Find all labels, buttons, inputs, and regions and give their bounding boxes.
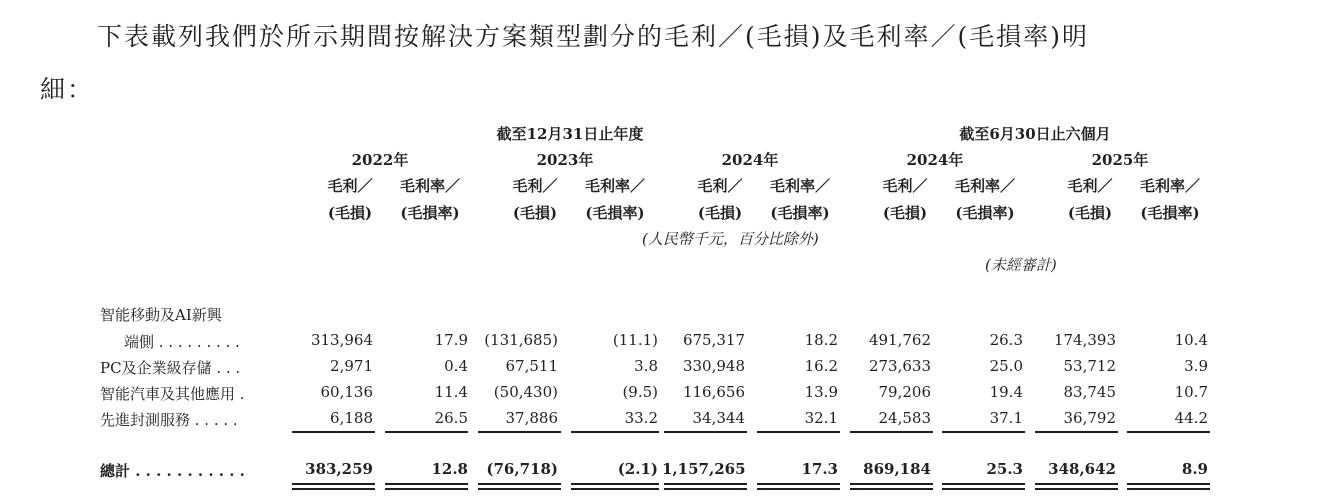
year-2024: 2024年 bbox=[721, 151, 779, 169]
total-double-rule bbox=[292, 488, 375, 490]
total-cell: 869,184 bbox=[863, 460, 931, 478]
table-cell: 17.9 bbox=[434, 331, 468, 349]
row-label-pc-storage: PC及企業級存儲 . . . bbox=[100, 359, 241, 377]
table-cell: 491,762 bbox=[868, 331, 931, 349]
row-label-packaging: 先進封測服務 . . . . . bbox=[100, 411, 238, 429]
total-double-rule bbox=[478, 488, 561, 490]
table-cell: 53,712 bbox=[1063, 357, 1116, 375]
col-head-gross-margin: 毛利率／ bbox=[769, 177, 830, 195]
table-cell: 37.1 bbox=[989, 409, 1023, 427]
year-2025-h1: 2025年 bbox=[1091, 151, 1149, 169]
subtotal-rule bbox=[757, 431, 840, 433]
table-cell: 3.9 bbox=[1184, 357, 1208, 375]
table-cell: (9.5) bbox=[622, 383, 658, 401]
row-label-total: 總計 . . . . . . . . . . . bbox=[100, 462, 245, 480]
table-cell: 330,948 bbox=[682, 357, 745, 375]
col-head-loss-rate: (毛損率) bbox=[770, 204, 830, 222]
table-cell: 36,792 bbox=[1063, 409, 1116, 427]
col-head-loss-rate: (毛損率) bbox=[585, 204, 645, 222]
col-head-gross-loss: (毛損) bbox=[512, 204, 558, 222]
subtotal-rule bbox=[1035, 431, 1118, 433]
table-cell: 6,188 bbox=[330, 409, 373, 427]
total-cell: 8.9 bbox=[1181, 460, 1208, 478]
table-cell: 18.2 bbox=[804, 331, 838, 349]
col-head-gross-profit: 毛利／ bbox=[697, 177, 743, 195]
subtotal-rule bbox=[385, 431, 468, 433]
col-head-gross-margin: 毛利率／ bbox=[954, 177, 1015, 195]
subtotal-rule bbox=[478, 431, 561, 433]
table-cell: 83,745 bbox=[1063, 383, 1116, 401]
subtotal-rule bbox=[292, 431, 375, 433]
table-cell: 116,656 bbox=[682, 383, 745, 401]
table-cell: 13.9 bbox=[804, 383, 838, 401]
total-double-rule bbox=[478, 483, 561, 485]
total-double-rule bbox=[1035, 483, 1118, 485]
col-head-gross-loss: (毛損) bbox=[697, 204, 743, 222]
total-double-rule bbox=[664, 488, 747, 490]
subtotal-rule bbox=[850, 431, 933, 433]
table-cell: 273,633 bbox=[868, 357, 931, 375]
subtotal-rule bbox=[571, 431, 659, 433]
table-cell: (50,430) bbox=[493, 383, 558, 401]
total-double-rule bbox=[942, 488, 1025, 490]
table-cell: 0.4 bbox=[444, 357, 468, 375]
table-cell: 44.2 bbox=[1174, 409, 1208, 427]
total-double-rule bbox=[292, 483, 375, 485]
total-cell: 348,642 bbox=[1048, 460, 1116, 478]
table-cell: 2,971 bbox=[330, 357, 373, 375]
col-head-gross-margin: 毛利率／ bbox=[1139, 177, 1200, 195]
table-cell: 79,206 bbox=[878, 383, 931, 401]
col-head-gross-loss: (毛損) bbox=[327, 204, 373, 222]
year-2022: 2022年 bbox=[351, 151, 409, 169]
subtotal-rule bbox=[942, 431, 1025, 433]
row-label-line1: 智能移動及AI新興 bbox=[100, 306, 222, 324]
total-cell: (2.1) bbox=[617, 460, 658, 478]
col-head-gross-profit: 毛利／ bbox=[512, 177, 558, 195]
table-cell: 24,583 bbox=[878, 409, 931, 427]
table-cell: 33.2 bbox=[624, 409, 658, 427]
table-cell: (131,685) bbox=[484, 331, 558, 349]
col-head-gross-margin: 毛利率／ bbox=[399, 177, 460, 195]
table-cell: 19.4 bbox=[989, 383, 1023, 401]
col-head-loss-rate: (毛損率) bbox=[955, 204, 1015, 222]
total-cell: 12.8 bbox=[431, 460, 468, 478]
table-cell: 37,886 bbox=[505, 409, 558, 427]
year-2023: 2023年 bbox=[536, 151, 594, 169]
total-double-rule bbox=[664, 483, 747, 485]
group-header-six-months: 截至6月30日止六個月 bbox=[959, 125, 1111, 143]
table-cell: 11.4 bbox=[434, 383, 468, 401]
table-cell: 25.0 bbox=[989, 357, 1023, 375]
unaudited-note: (未經審計) bbox=[985, 256, 1057, 274]
year-2024-h1: 2024年 bbox=[906, 151, 964, 169]
total-double-rule bbox=[571, 483, 659, 485]
table-cell: 313,964 bbox=[310, 331, 373, 349]
table-cell: 3.8 bbox=[634, 357, 658, 375]
col-head-gross-loss: (毛損) bbox=[1067, 204, 1113, 222]
total-double-rule bbox=[850, 483, 933, 485]
intro-line-1: 下表載列我們於所示期間按解決方案類型劃分的毛利／(毛損)及毛利率／(毛損率)明 bbox=[97, 22, 1090, 51]
group-header-year-ended: 截至12月31日止年度 bbox=[496, 125, 644, 143]
table-cell: 26.5 bbox=[434, 409, 468, 427]
table-cell: 174,393 bbox=[1053, 331, 1116, 349]
total-double-rule bbox=[757, 488, 840, 490]
total-cell: 1,157,265 bbox=[662, 460, 746, 478]
unit-note: (人民幣千元，百分比除外) bbox=[642, 230, 819, 248]
subtotal-rule bbox=[1127, 431, 1210, 433]
col-head-loss-rate: (毛損率) bbox=[1140, 204, 1200, 222]
total-double-rule bbox=[385, 488, 468, 490]
total-cell: 383,259 bbox=[305, 460, 373, 478]
table-cell: 10.7 bbox=[1174, 383, 1208, 401]
table-cell: 67,511 bbox=[505, 357, 558, 375]
table-cell: 32.1 bbox=[804, 409, 838, 427]
total-cell: 17.3 bbox=[801, 460, 838, 478]
total-double-rule bbox=[850, 488, 933, 490]
subtotal-rule bbox=[664, 431, 747, 433]
table-cell: (11.1) bbox=[612, 331, 658, 349]
total-double-rule bbox=[757, 483, 840, 485]
table-cell: 60,136 bbox=[320, 383, 373, 401]
table-cell: 675,317 bbox=[682, 331, 745, 349]
col-head-gross-loss: (毛損) bbox=[882, 204, 928, 222]
total-double-rule bbox=[385, 483, 468, 485]
row-label-smart-mobile: 端側 . . . . . . . . . bbox=[124, 333, 240, 351]
total-double-rule bbox=[571, 488, 659, 490]
total-cell: 25.3 bbox=[986, 460, 1023, 478]
table-cell: 10.4 bbox=[1174, 331, 1208, 349]
col-head-gross-profit: 毛利／ bbox=[882, 177, 928, 195]
total-double-rule bbox=[1035, 488, 1118, 490]
intro-paragraph bbox=[40, 10, 1240, 116]
col-head-loss-rate: (毛損率) bbox=[400, 204, 460, 222]
total-double-rule bbox=[1127, 488, 1210, 490]
table-cell: 16.2 bbox=[804, 357, 838, 375]
total-cell: (76,718) bbox=[486, 460, 558, 478]
col-head-gross-margin: 毛利率／ bbox=[584, 177, 645, 195]
col-head-gross-profit: 毛利／ bbox=[327, 177, 373, 195]
intro-line-2: 細： bbox=[40, 75, 95, 104]
total-double-rule bbox=[942, 483, 1025, 485]
row-label-auto: 智能汽車及其他應用 . bbox=[100, 385, 245, 403]
table-cell: 34,344 bbox=[692, 409, 745, 427]
total-double-rule bbox=[1127, 483, 1210, 485]
table-cell: 26.3 bbox=[989, 331, 1023, 349]
col-head-gross-profit: 毛利／ bbox=[1067, 177, 1113, 195]
